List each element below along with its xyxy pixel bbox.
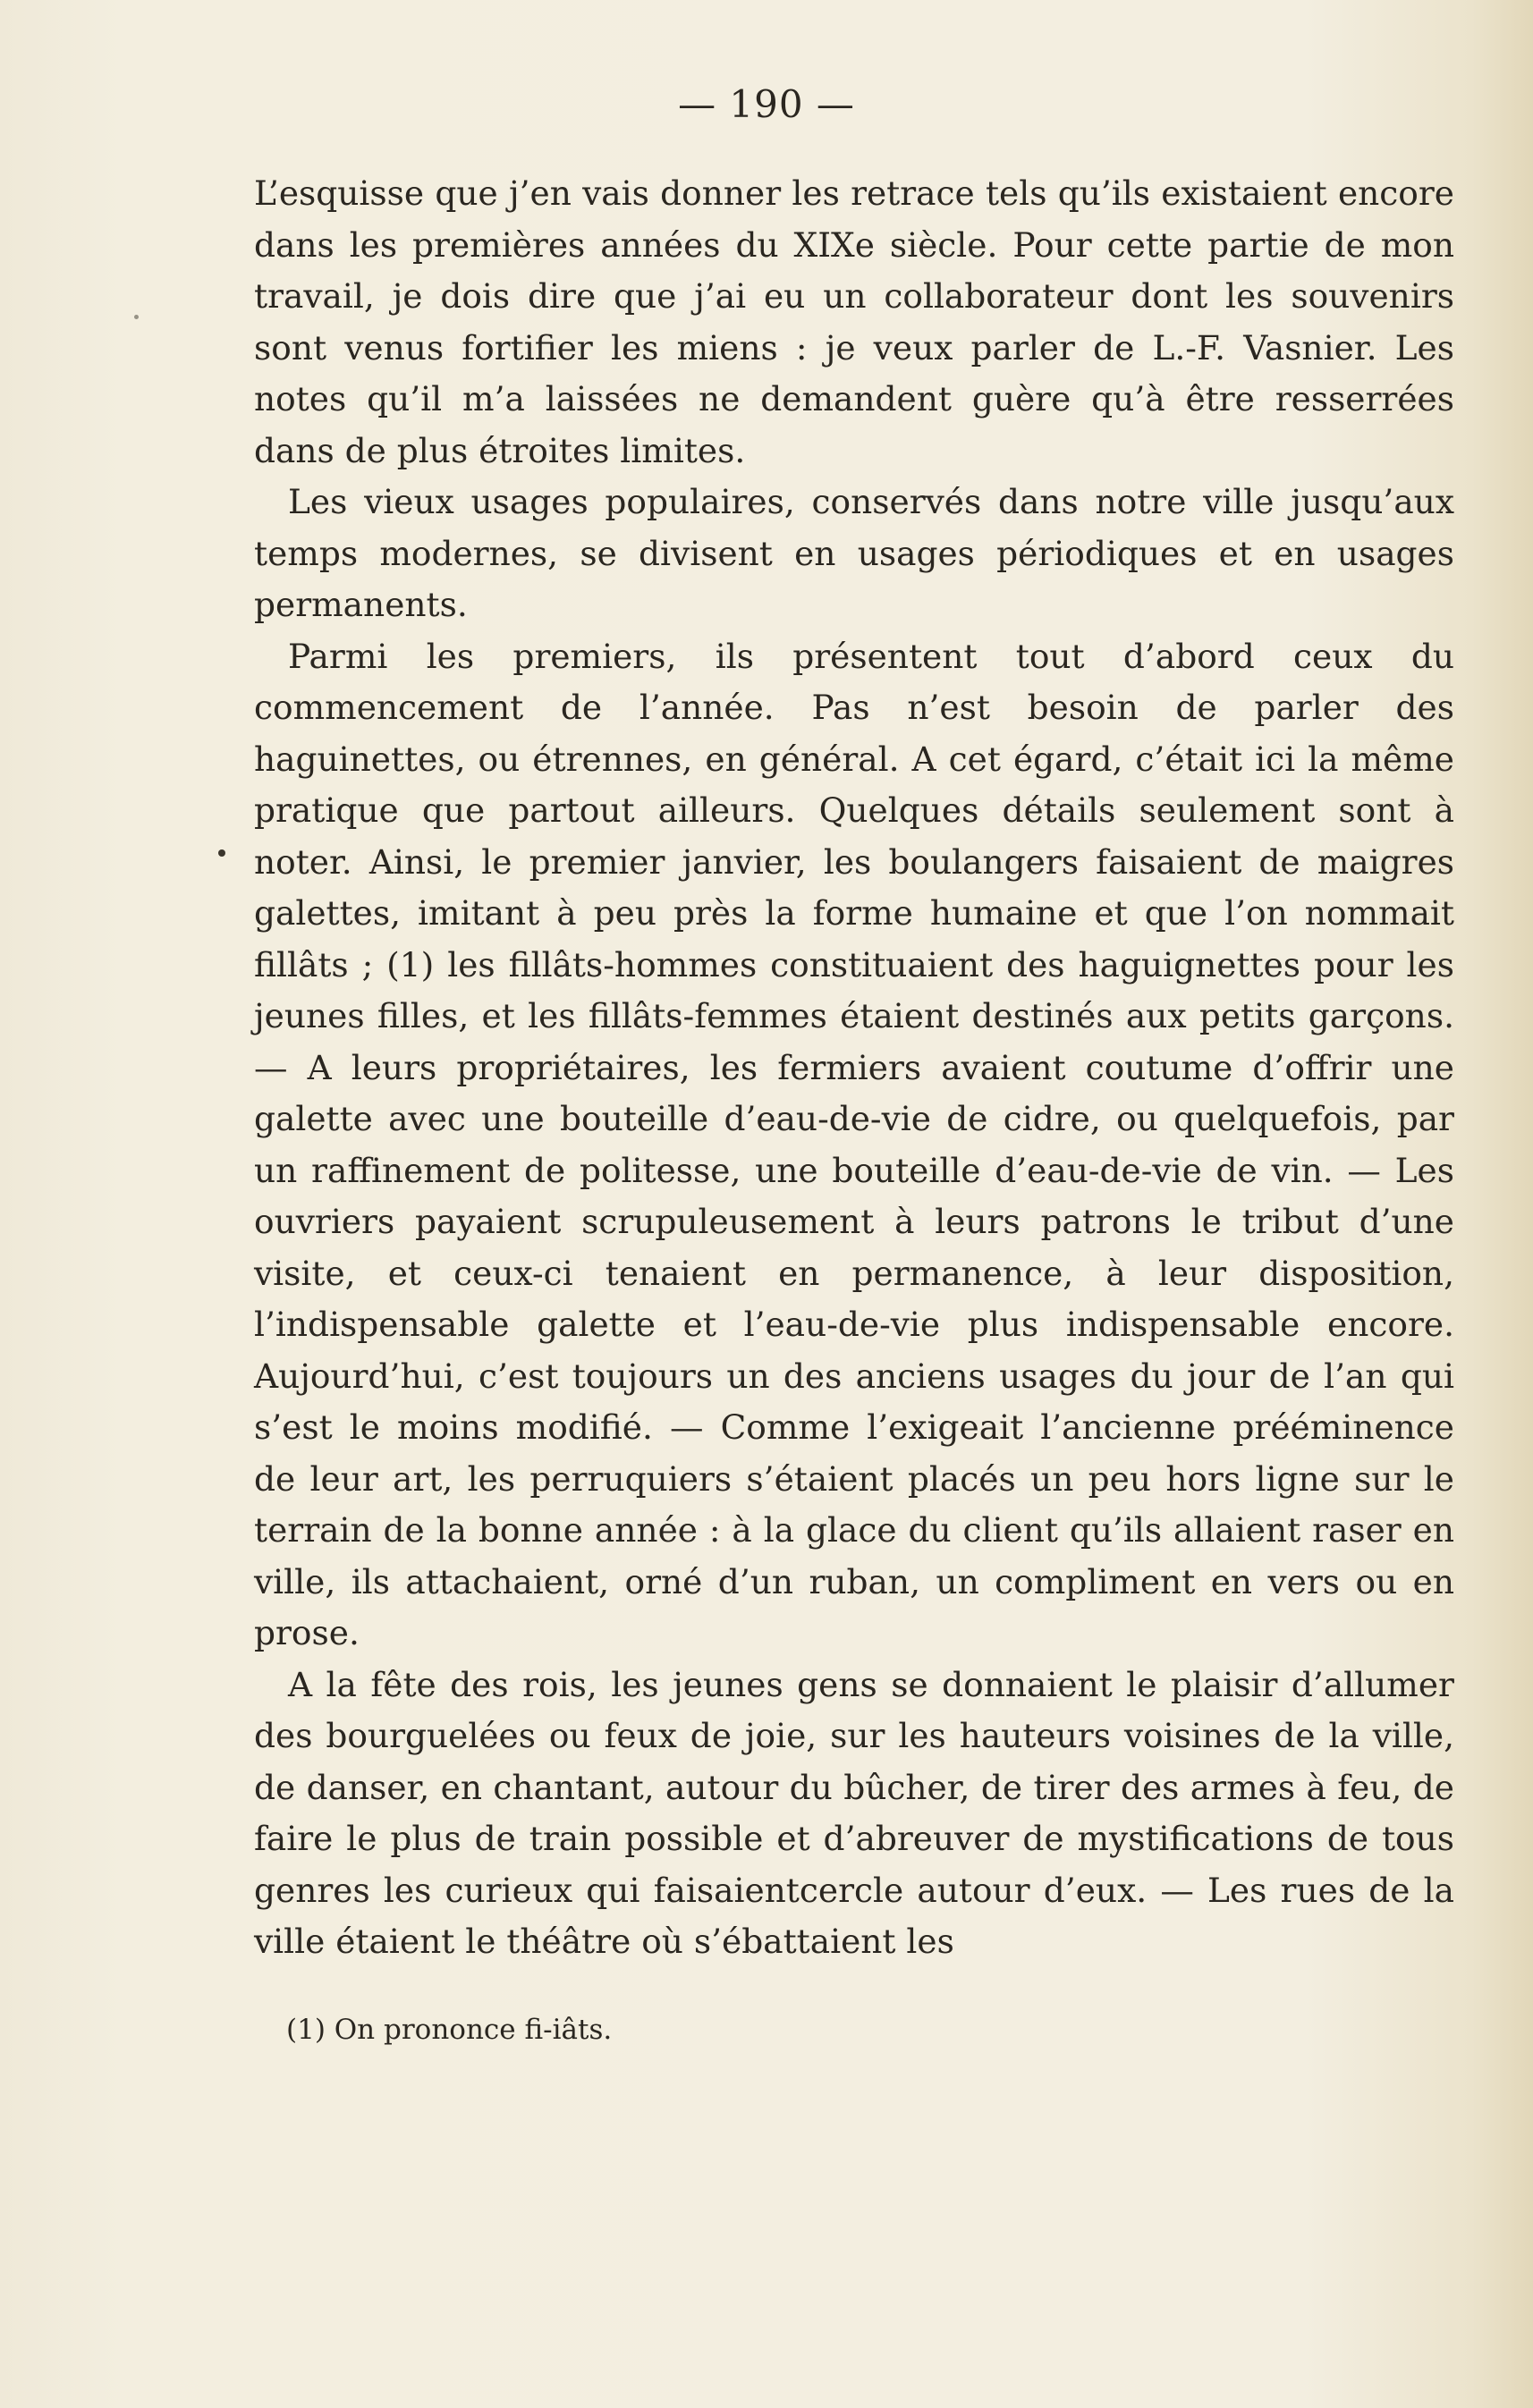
paragraph: L’esquisse que j’en vais donner les retrace tels qu’ils existaient encore dans les premières années du XIXe siècle. Pour cette partie de mon travail, je dois dire que j’ai eu un collaborateur dont les souvenirs sont venus fortifier les miens : je veux parler de L.-F. Vasnier. Les notes qu’il m’a laissées ne demandent guère qu’à être resserrées dans de plus étroites limites. [254,173,1454,470]
ink-speck [218,849,225,857]
footnote: (1) On prononce fi-iâts. [286,2014,613,2046]
body-text [254,168,1454,1968]
paragraph: Parmi les premiers, ils présentent tout d’abord ceux du commencement de l’année. Pas n’est besoin de parler des haguinettes, ou étrennes, en général. A cet égard, c’était ici la même pratique que partout ailleurs. Quelques détails seulement sont à noter. Ainsi, le premier janvier, les boulangers faisaient de maigres galettes, imitant à peu près la forme humaine et que l’on nommait fillâts ; (1) les fillâts-hommes constituaient des haguignettes pour les jeunes filles, et les fillâts-femmes étaient destinés aux petits garçons. — A leurs propriétaires, les fermiers avaient coutume d’offrir une galette avec une bouteille d’eau-de-vie de cidre, ou quelquefois, par un raffinement de politesse, une bouteille d’eau-de-vie de vin. — Les ouvriers payaient scrupuleusement à leurs patrons le tribut d’une visite, et ceux-ci tenaient en permanence, à leur disposition, l’indispensable galette et l’eau-de-vie plus indispensable encore. Aujourd’hui, c’est toujours un des anciens usages du jour de l’an qui s’est le moins modifié. — Comme l’exigeait l’ancienne prééminence de leur art, les perruquiers s’étaient placés un peu hors ligne sur le terrain de la bonne année : à la glace du client qu’ils allaient raser en ville, ils attachaient, orné d’un ruban, un compliment en vers ou en prose. [254,636,1454,1652]
paragraph: Les vieux usages populaires, conservés dans notre ville jusqu’aux temps modernes, se divisent en usages périodiques et en usages permanents. [254,482,1454,624]
page-number: — 190 — [678,82,855,126]
paragraph: A la fête des rois, les jeunes gens se donnaient le plaisir d’allumer des bourguelées ou feux de joie, sur les hauteurs voisines de la ville, de danser, en chantant, autour du bûcher, de tirer des armes à feu, de faire le plus de train possible et d’abreuver de mystifications de tous genres les curieux qui faisaientcercle autour d’eux. — Les rues de la ville étaient le théâtre où s’ébattaient les [254,1664,1454,1961]
ink-speck [134,315,139,319]
